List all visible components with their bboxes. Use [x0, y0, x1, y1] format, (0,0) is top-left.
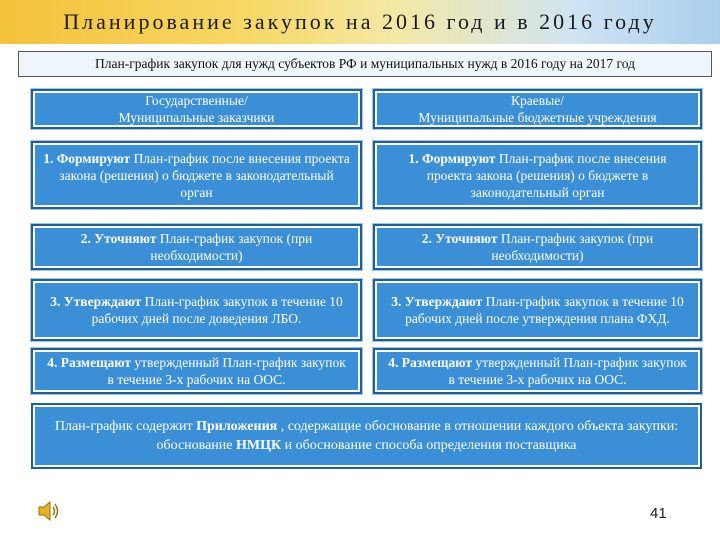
summary-bold1: Приложения	[196, 419, 278, 434]
left-step-2-verb: 2. Уточняют	[80, 231, 157, 246]
left-step-4-text: утвержденный План-график закупок в течение 3-х рабочих на ООС.	[107, 355, 346, 387]
right-header-line1: Краевые/	[511, 93, 564, 108]
page-number: 41	[650, 505, 667, 522]
left-step-2	[31, 224, 362, 270]
left-step-2-text: План-график закупок (при необходимости)	[150, 231, 313, 263]
page-title: Планирование закупок на 2016 год и в 2016 году	[63, 9, 657, 34]
right-header-box	[373, 89, 702, 129]
left-header-box	[31, 89, 362, 129]
right-step-4-text: утвержденный План-график закупок в течение 3-х рабочих на ООС.	[448, 355, 687, 387]
right-step-1	[373, 141, 702, 209]
left-step-3	[31, 279, 362, 341]
summary-bold2: НМЦК	[236, 438, 282, 453]
right-step-3-text: План-график закупок в течение 10 рабочих дней после утверждения плана ФХД.	[405, 294, 684, 326]
left-step-3-text: План-график закупок в течение 10 рабочих дней после доведения ЛБО.	[91, 294, 343, 326]
right-header-line2: Муниципальные бюджетные учреждения	[418, 110, 657, 125]
speaker-icon[interactable]	[36, 498, 62, 524]
summary-box	[31, 403, 702, 469]
right-step-4-verb: 4. Размещают	[388, 355, 473, 370]
left-step-3-verb: 3. Утверждают	[50, 294, 142, 309]
left-header-line2: Муниципальные заказчики	[118, 110, 275, 125]
left-step-1	[31, 141, 362, 209]
right-step-4	[373, 348, 702, 394]
right-step-2-text: План-график закупок (при необходимости)	[491, 231, 654, 263]
right-step-3	[373, 279, 702, 341]
summary-part3: и обоснование способа определения поставщика	[281, 438, 577, 453]
right-step-2-verb: 2. Уточняют	[421, 231, 498, 246]
right-step-1-verb: 1. Формируют	[408, 150, 496, 166]
left-step-4	[31, 348, 362, 394]
subtitle-box	[18, 51, 712, 77]
left-header-line1: Государственные/	[145, 93, 248, 108]
subtitle-text: План-график закупок для нужд субъектов РФ и муниципальных нужд в 2016 году на 2017 год	[95, 56, 635, 71]
summary-part1: План-график содержит	[54, 419, 197, 434]
left-step-4-verb: 4. Размещают	[47, 355, 132, 370]
title-bar	[0, 0, 720, 44]
left-step-1-text: План-график после внесения проекта закона (решения) о бюджете в законодательный орган	[59, 150, 350, 200]
right-step-2	[373, 224, 702, 270]
right-step-3-verb: 3. Утверждают	[391, 294, 483, 309]
summary-part2: , содержащие обоснование в отношении каждого объекта закупки: обоснование	[156, 419, 679, 453]
left-step-1-verb: 1. Формируют	[43, 150, 131, 166]
right-step-1-text: План-график после внесения проекта закона (решения) о бюджете в законодательный орган	[426, 150, 667, 200]
